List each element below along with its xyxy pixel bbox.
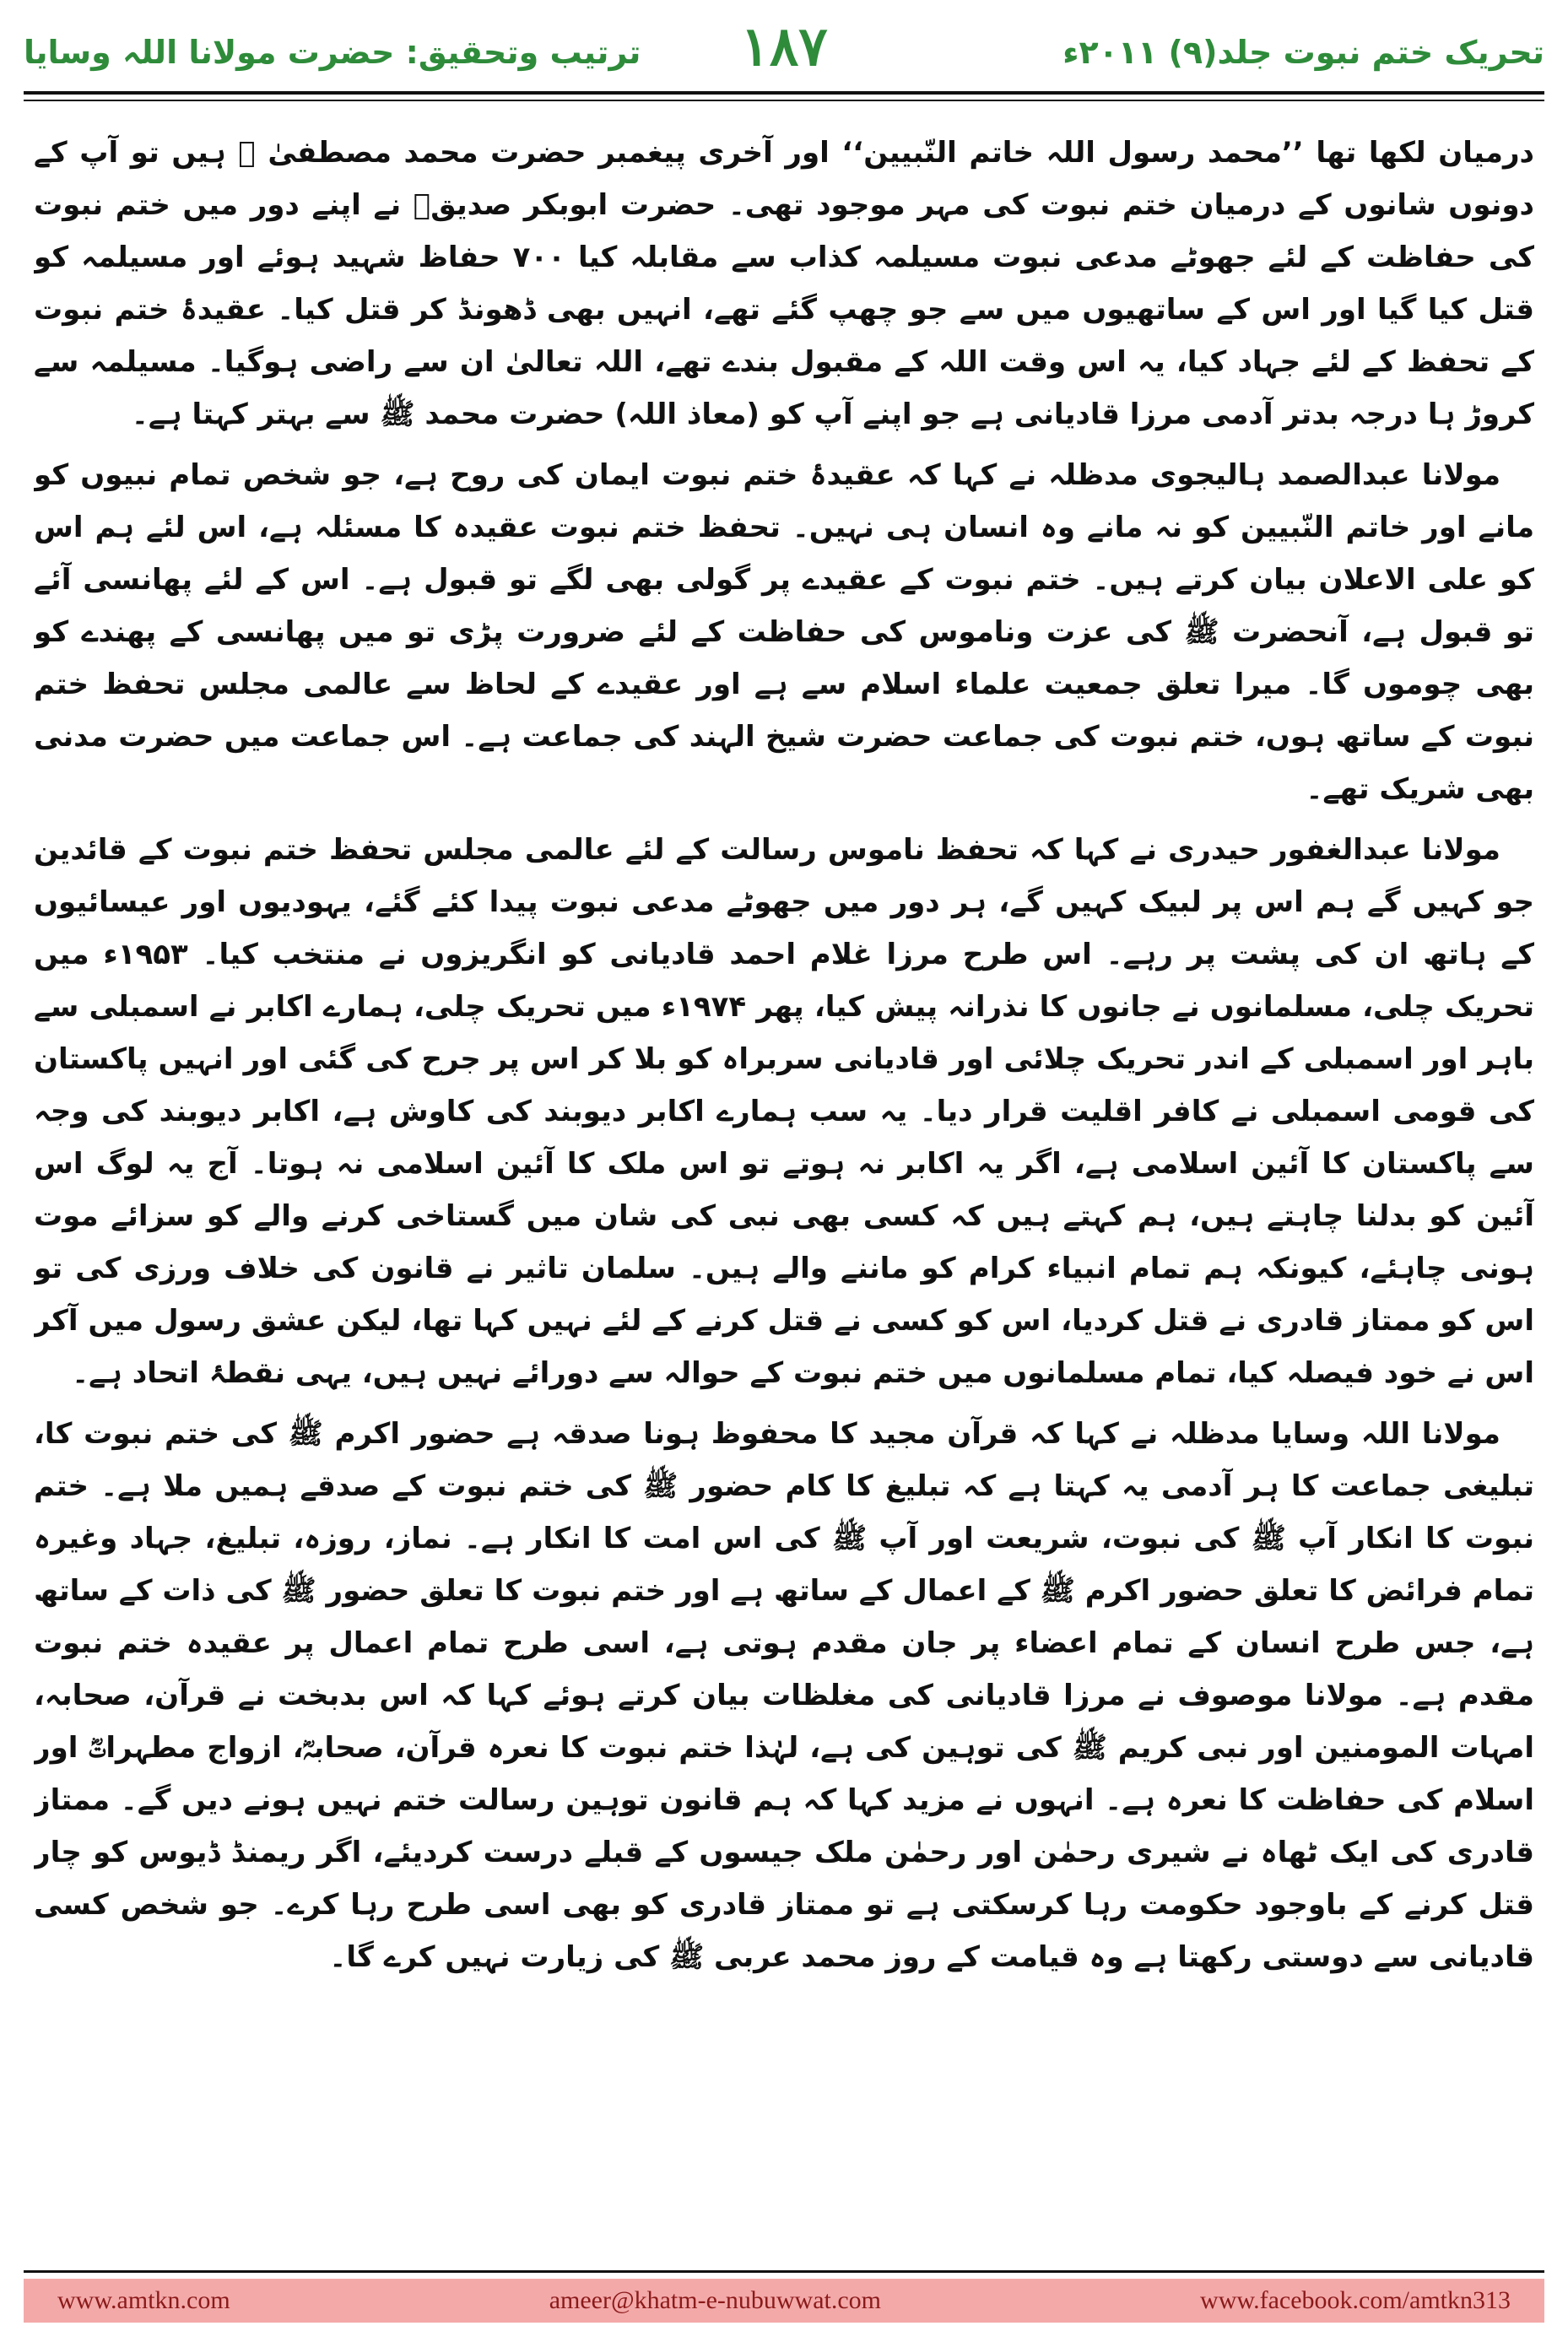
footer-email-link[interactable]: ameer@khatm-e-nubuwwat.com — [549, 2286, 882, 2314]
page-header — [0, 0, 1568, 101]
page-number: ۱۸۷ — [740, 15, 828, 78]
header-compiler: ترتیب وتحقیق: حضرت مولانا اللہ وسایا — [24, 34, 641, 71]
page-footer — [24, 2279, 1544, 2323]
footer-divider — [24, 2270, 1544, 2273]
paragraph-3: مولانا عبدالغفور حیدری نے کہا کہ تحفظ ناموس رسالت کے لئے عالمی مجلس تحفظ ختم نبوت کے قائدین جو کہیں گے ہم اس پر لبیک کہیں گے، ہر دور میں جھوٹے مدعی نبوت پیدا کئے گئے، یہودیوں اور عیسائیوں کے ہاتھ ان کی پشت پر رہے۔ اس طرح مرزا غلام احمد قادیانی کو انگریزوں نے منتخب کیا۔ ۱۹۵۳ء میں تحریک چلی، مسلمانوں نے جانوں کا نذرانہ پیش کیا، پھر ۱۹۷۴ء میں تحریک چلی، ہمارے اکابر نے اسمبلی سے باہر اور اسمبلی کے اندر تحریک چلائی اور قادیانی سربراہ کو بلا کر اس پر جرح کی گئی اور انہیں پاکستان کی قومی اسمبلی نے کافر اقلیت قرار دیا۔ یہ سب ہمارے اکابر دیوبند کی کاوش ہے، اکابر دیوبند کی وجہ سے پاکستان کا آئین اسلامی ہے، اگر یہ اکابر نہ ہوتے تو اس ملک کا آئین اسلامی نہ ہوتا۔ آج یہ لوگ اس آئین کو بدلنا چاہتے ہیں، ہم کہتے ہیں کہ کسی بھی نبی کی شان میں گستاخی کرنے والے کو سزائے موت ہونی چاہئے، کیونکہ ہم تمام انبیاء کرام کو ماننے والے ہیں۔ سلمان تاثیر نے قانون کی خلاف ورزی کی تو اس کو ممتاز قادری نے قتل کردیا، اس کو کسی نے قتل کرنے کے لئے نہیں کہا تھا، لیکن عشق رسول میں آکر اس نے خود فیصلہ کیا، تمام مسلمانوں میں ختم نبوت کے حوالہ سے دورائے نہیں ہیں، یہی نقطۂ اتحاد ہے۔ — [34, 833, 1534, 1390]
header-divider-thick — [24, 91, 1544, 95]
paragraph-2: مولانا عبدالصمد ہالیجوی مدظلہ نے کہا کہ عقیدۂ ختم نبوت ایمان کی روح ہے، جو شخص تمام نبیوں کو مانے اور خاتم النّبیین کو نہ مانے وہ انسان ہی نہیں۔ تحفظ ختم نبوت عقیدہ کا مسئلہ ہے، اس لئے ہم اس کو علی الاعلان بیان کرتے ہیں۔ ختم نبوت کے عقیدے پر گولی بھی لگے تو قبول ہے۔ اس کے لئے پھانسی آئے تو قبول ہے، آنحضرت ﷺ کی عزت وناموس کی حفاظت کے لئے ضرورت پڑی تو میں پھانسی کے پھندے کو بھی چوموں گا۔ میرا تعلق جمعیت علماء اسلام سے ہے اور عقیدے کے لحاظ سے عالمی مجلس تحفظ ختم نبوت کے ساتھ ہوں، ختم نبوت کی جماعت حضرت شیخ الہند کی جماعت ہے۔ اس جماعت میں حضرت مدنی بھی شریک تھے۔ — [34, 458, 1534, 806]
footer-facebook-link[interactable]: www.facebook.com/amtkn313 — [1200, 2286, 1511, 2314]
paragraph-1: درمیان لکھا تھا ’’محمد رسول اللہ خاتم النّبیین‘‘ اور آخری پیغمبر حضرت محمد مصطفیٰ ﷺ ہیں تو آپ کے دونوں شانوں کے درمیان ختم نبوت کی مہر موجود تھی۔ حضرت ابوبکر صدیقؓ نے اپنے دور میں ختم نبوت کی حفاظت کے لئے جھوٹے مدعی نبوت مسیلمہ کذاب سے مقابلہ کیا ۷۰۰ حفاظ شہید ہوئے اور مسیلمہ کو قتل کیا گیا اور اس کے ساتھیوں میں سے جو چھپ گئے تھے، انہیں بھی ڈھونڈ کر قتل کیا۔ عقیدۂ ختم نبوت کے تحفظ کے لئے جہاد کیا، یہ اس وقت اللہ کے مقبول بندے تھے، اللہ تعالیٰ ان سے راضی ہوگیا۔ مسیلمہ سے کروڑ ہا درجہ بدتر آدمی مرزا قادیانی ہے جو اپنے آپ کو (معاذ اللہ) حضرت محمد ﷺ سے بہتر کہتا ہے۔ — [34, 136, 1534, 431]
header-divider-thin — [24, 100, 1544, 101]
footer-website-link[interactable]: www.amtkn.com — [57, 2286, 230, 2314]
article-body — [34, 127, 1534, 2165]
paragraph-4: مولانا اللہ وسایا مدظلہ نے کہا کہ قرآن مجید کا محفوظ ہونا صدقہ ہے حضور اکرم ﷺ کی ختم نبوت کا، تبلیغی جماعت کا ہر آدمی یہ کہتا ہے کہ تبلیغ کا کام حضور ﷺ کی ختم نبوت کے صدقے ہمیں ملا ہے۔ ختم نبوت کا انکار آپ ﷺ کی نبوت، شریعت اور آپ ﷺ کی اس امت کا انکار ہے۔ نماز، روزہ، تبلیغ، جہاد وغیرہ تمام فرائض کا تعلق حضور اکرم ﷺ کے اعمال کے ساتھ ہے اور ختم نبوت کا تعلق حضور ﷺ کی ذات کے ساتھ ہے، جس طرح انسان کے تمام اعضاء پر جان مقدم ہوتی ہے، اسی طرح تمام اعمال پر عقیدہ ختم نبوت مقدم ہے۔ مولانا موصوف نے مرزا قادیانی کی مغلظات بیان کرتے ہوئے کہا کہ اس بدبخت نے قرآن، صحابہ، امہات المومنین اور نبی کریم ﷺ کی توہین کی ہے، لہٰذا ختم نبوت کا نعرہ قرآن، صحابہؓ، ازواج مطہراتؓ اور اسلام کی حفاظت کا نعرہ ہے۔ انہوں نے مزید کہا کہ ہم قانون توہین رسالت ختم نہیں ہونے دیں گے۔ ممتاز قادری کی ایک ٹھاہ نے شیری رحمٰن اور رحمٰن ملک جیسوں کے قبلے درست کردیئے، اگر ریمنڈ ڈیوس کو چار قتل کرنے کے باوجود حکومت رہا کرسکتی ہے تو ممتاز قادری کو بھی اسی طرح رہا کرے۔ جو شخص کسی قادیانی سے دوستی رکھتا ہے وہ قیامت کے روز محمد عربی ﷺ کی زیارت نہیں کرے گا۔ — [34, 1417, 1534, 1974]
header-book-title: تحریک ختم نبوت جلد(۹) ۲۰۱۱ء — [1062, 34, 1544, 71]
